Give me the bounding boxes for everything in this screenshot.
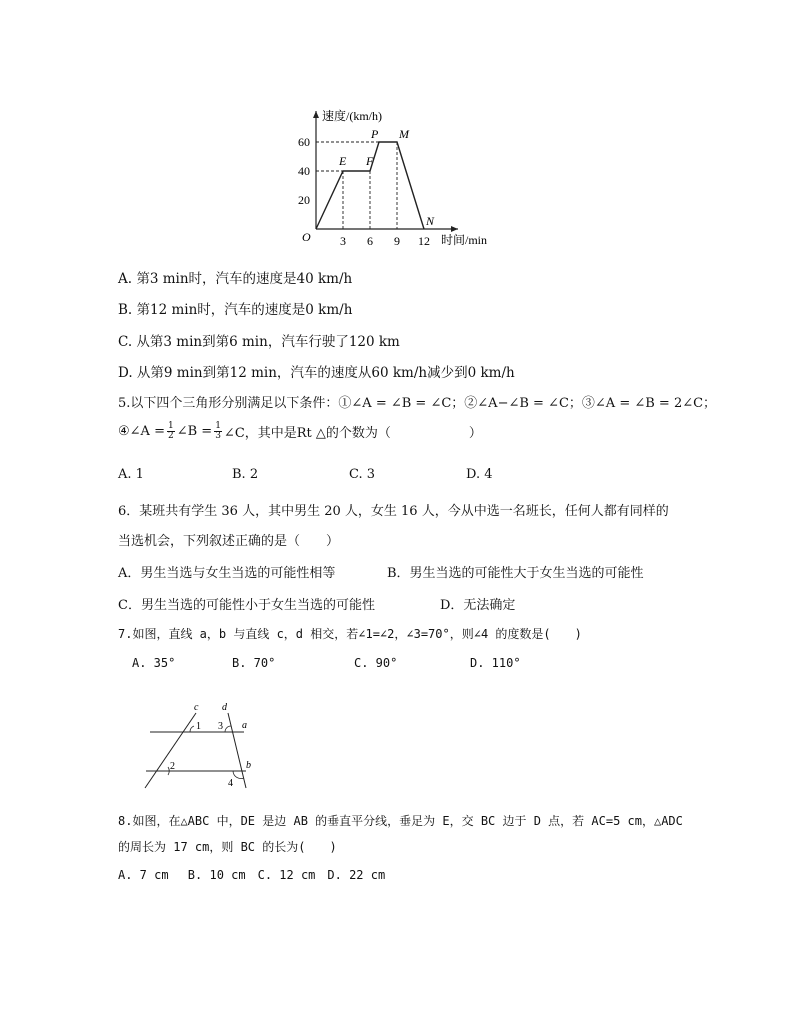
label-1: 1 — [196, 721, 201, 732]
y-axis-arrow — [313, 111, 319, 118]
origin-label: O — [302, 230, 311, 244]
x-tick-label: 3 — [340, 234, 346, 248]
fraction-num: 1 — [167, 421, 174, 431]
q5-option-d: D. 4 — [466, 467, 493, 482]
q4-option-d: D. 从第9 min到第12 min，汽车的速度从60 km/h减少到0 km/h — [118, 365, 515, 381]
q7-figure — [140, 700, 270, 795]
q5-stem-line2 — [118, 422, 482, 441]
y-axis-title: 速度/(km/h) — [322, 109, 382, 123]
speed-time-graph — [290, 103, 510, 253]
label-4: 4 — [228, 778, 233, 789]
x-tick-label: 9 — [394, 234, 400, 248]
q6-option-b: B．男生当选的可能性大于女生当选的可能性 — [387, 566, 644, 581]
q5-option-c: C. 3 — [349, 467, 376, 482]
q8-stem-line1: 8.如图，在△ABC 中，DE 是边 AB 的垂直平分线，垂足为 E，交 BC 边于 D 点，若 AC=5 cm，△ADC — [118, 814, 683, 828]
fraction-den: 3 — [215, 431, 221, 441]
q5-option-a: A. 1 — [118, 467, 144, 482]
label-d: d — [222, 702, 227, 713]
q5-option-b: B. 2 — [232, 467, 259, 482]
x-axis-arrow — [451, 226, 458, 232]
x-tick-label: 12 — [418, 234, 430, 248]
y-tick-label: 40 — [298, 164, 310, 178]
angle-1-arc — [190, 726, 194, 732]
q4-option-c: C. 从第3 min到第6 min，汽车行驶了120 km — [118, 334, 400, 350]
q4-option-b: B. 第12 min时，汽车的速度是0 km/h — [118, 302, 353, 318]
label-c: c — [194, 702, 199, 713]
line-c — [145, 713, 196, 788]
label-2: 2 — [170, 761, 175, 772]
q6-stem-line1: 6．某班共有学生 36 人，其中男生 20 人，女生 16 人，今从中选一名班长，任何人都有同样的 — [118, 504, 669, 519]
label-b: b — [246, 760, 251, 771]
q8-options: A. 7 cm B. 10 cm C. 12 cm D. 22 cm — [118, 868, 386, 882]
point-label-p: P — [371, 127, 379, 141]
q5-line2-mid: ∠B = — [176, 424, 213, 439]
q7-option-d: D. 110° — [470, 656, 521, 670]
q7-stem: 7.如图，直线 a，b 与直线 c，d 相交，若∠1=∠2，∠3=70°，则∠4 的度数是( ) — [118, 627, 582, 641]
q5-line2-pre: ④∠A = — [118, 424, 165, 439]
q7-option-c: C. 90° — [354, 656, 398, 670]
graph-layer — [298, 108, 487, 248]
fraction-den: 2 — [167, 431, 174, 441]
label-3: 3 — [218, 721, 223, 732]
q4-option-a: A. 第3 min时，汽车的速度是40 km/h — [118, 271, 353, 287]
q6-option-a: A．男生当选与女生当选的可能性相等 — [118, 566, 336, 581]
q5-stem-line1: 5.以下四个三角形分别满足以下条件：①∠A = ∠B = ∠C；②∠A−∠B = ∠C；③∠A = ∠B = 2∠C； — [118, 396, 717, 411]
angle-3-arc — [225, 726, 231, 732]
q6-stem-line2: 当选机会，下列叙述正确的是（ ） — [118, 534, 340, 549]
label-a: a — [242, 720, 247, 731]
x-tick-label: 6 — [367, 234, 373, 248]
fraction-num: 1 — [215, 421, 221, 431]
q6-option-d: D．无法确定 — [440, 598, 516, 613]
q7-option-b: B. 70° — [232, 656, 276, 670]
q8-stem-line2: 的周长为 17 cm，则 BC 的长为( ) — [118, 840, 337, 854]
q5-line2-post: ∠C，其中是Rt △的个数为（ ） — [223, 426, 482, 441]
point-label-m: M — [399, 127, 409, 141]
point-label-e: E — [339, 154, 347, 168]
point-label-n: N — [426, 214, 435, 228]
x-axis-title: 时间/min — [441, 233, 488, 247]
y-tick-label: 60 — [298, 135, 310, 149]
q7-option-a: A. 35° — [132, 656, 176, 670]
q6-option-c: C．男生当选的可能性小于女生当选的可能性 — [118, 598, 375, 613]
y-tick-label: 20 — [298, 193, 310, 207]
point-label-f: F — [366, 154, 374, 168]
fraction-third — [214, 422, 222, 441]
fraction-half — [167, 422, 175, 441]
